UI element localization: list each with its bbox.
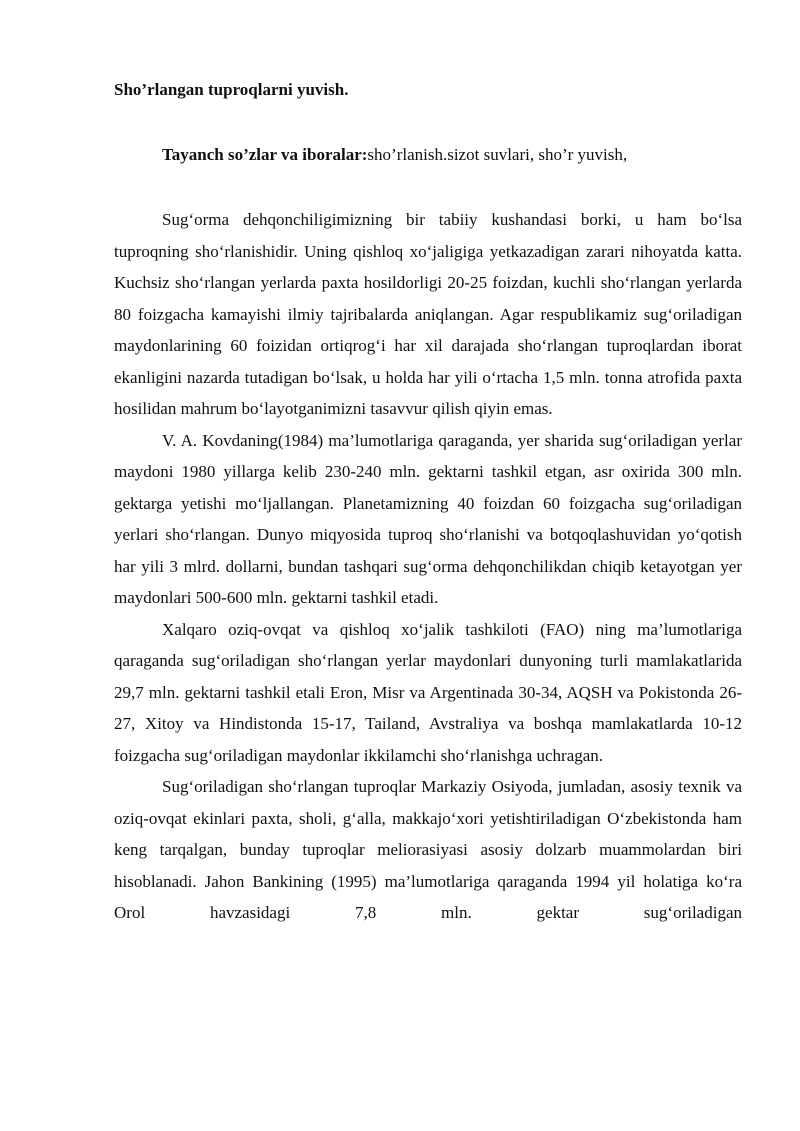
document-title: Sho’rlangan tuproqlarni yuvish. (114, 80, 349, 99)
paragraph-4: Sug‘oriladigan sho‘rlangan tuproqlar Markaziy Osiyoda, jumladan, asosiy texnik va oziq-ovqat ekinlari paxta, sholi, g‘alla, makkajo‘xori yetishtiriladigan O‘zbekistonda ham keng tarqalgan, bunday tuproqlar meliorasiyasi asosiy dolzarb muammolardan biri hisoblanadi. Jahon Bankining (1995) ma’lumotlariga qaraganda 1994 yil holatiga ko‘ra Orol havzasidagi 7,8 mln. gektar sug‘oriladigan (114, 777, 742, 922)
keywords-text: sho’rlanish.sizot suvlari, sho’r yuvish, (367, 145, 628, 164)
keywords-label: Tayanch so’zlar va iboralar: (162, 145, 368, 164)
paragraph-2: V. A. Kovdaning(1984) ma’lumotlariga qaraganda, yer sharida sug‘oriladigan yerlar maydoni 1980 yillarga kelib 230-240 mln. gektarni tashkil etgan, asr oxirida 300 mln. gektarga yetishi mo‘ljallangan. Planetamizning 40 foizdan 60 foizgacha sug‘oriladigan yerlari sho‘rlangan. Dunyo miqyosida tuproq sho‘rlanishi va botqoqlashuvidan yo‘qotish har yili 3 mlrd. dollarni, bundan tashqari sug‘orma dehqonchilikdan chiqib ketayotgan yer maydonlari 500-600 mln. gektarni tashkil etadi. (114, 430, 742, 607)
paragraph-1: Sug‘orma dehqonchiligimizning bir tabiiy kushandasi borki, u ham bo‘lsa tuproqning sho‘rlanishidir. Uning qishloq xo‘jaligiga yetkazadigan zarari nihoyatda katta. Kuchsiz sho‘rlangan yerlarda paxta hosildorligi 20-25 foizdan, kuchli sho‘rlangan yerlarda 80 foizgacha kamayishi ilmiy tajribalarda aniqlangan. Agar respublikamiz sug‘oriladigan maydonlarining 60 foizidan ortiqrog‘i har xil darajada sho‘rlangan tuproqlardan iborat ekanligini nazarda tutadigan bo‘lsak, u holda har yili o‘rtacha 1,5 mln. tonna atrofida paxta hosilidan mahrum bo‘layotganimizni tasavvur qilish qiyin emas. (114, 210, 742, 418)
keywords-line (114, 139, 742, 170)
body-text (114, 204, 742, 929)
document-page (114, 72, 742, 929)
paragraph-3: Xalqaro oziq-ovqat va qishloq xo‘jalik tashkiloti (FAO) ning ma’lumotlariga qaraganda sug‘oriladigan sho‘rlangan yerlar maydonlari dunyoning turli mamlakatlarida 29,7 mln. gektarni tashkil etali Eron, Misr va Argentinada 30-34, AQSH va Pokistonda 26-27, Xitoy va Hindistonda 15-17, Tailand, Avstraliya va boshqa mamlakatlarda 10-12 foizgacha sug‘oriladigan maydonlar ikkilamchi sho‘rlanishga uchragan. (114, 619, 742, 765)
